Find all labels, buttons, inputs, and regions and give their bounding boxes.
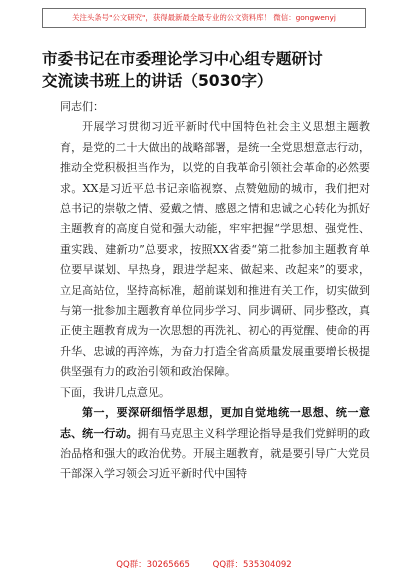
section-1-heading: 第一，要深研细悟学思想，更加自觉地统一思想、统一意志、统一行动。	[60, 406, 370, 440]
footer-qq-group-2: QQ群：535304092	[212, 560, 292, 570]
section-1-paragraph	[60, 403, 370, 485]
paragraph-intro: 开展学习贯彻习近平新时代中国特色社会主义思想主题教育，是党的二十大做出的战略部署，是统一全党思想意志行动，推动全党积极担当作为，以党的自我革命引领社会革命的必然要求。XX是习近平总书记亲临视察、点赞勉励的城市，我们把对总书记的崇敬之情、爱戴之情、感恩之情和忠诚之心转化为抓好主题教育的高度自觉和强大动能，牢牢把握“学思想、强党性、重实践、建新功”总要求，按照XX省委“第二批参加主题教育单位要早谋划、早热身，跟进学起来、做起来、改起来”的要求，立足高站位，坚持高标准，超前谋划和推进有关工作，切实做到与第一批参加主题教育单位同步学习、同步调研、同步整改，真正使主题教育成为一次思想的再洗礼、初心的再觉醒、使命的再升华、忠诚的再淬炼，为奋力打造全省高质量发展重要增长极提供坚强有力的政治引领和政治保障。	[60, 120, 370, 379]
title-line-2: 交流读书班上的讲话（5030字）	[42, 72, 273, 90]
section-1-body: 拥有马克思主义科学理论指导是我们党鲜明的政治品格和强大的政治优势。开展主题教育，就是要引导广大党员干部深入学习领会习近平新时代中国特	[60, 426, 371, 481]
header-banner: 关注头条号"公文研究"，获得最新最全最专业的公文资料库！ 微信：gongwenyj	[42, 8, 366, 28]
document-body	[60, 97, 370, 485]
transition-text: 下面，我讲几点意见。	[60, 385, 170, 399]
document-title	[42, 48, 372, 92]
footer-qq-group-1: QQ群：30265665	[116, 560, 190, 570]
salutation: 同志们：	[60, 100, 104, 113]
title-line-1: 市委书记在市委理论学习中心组专题研讨	[42, 50, 323, 68]
footer	[0, 558, 408, 570]
